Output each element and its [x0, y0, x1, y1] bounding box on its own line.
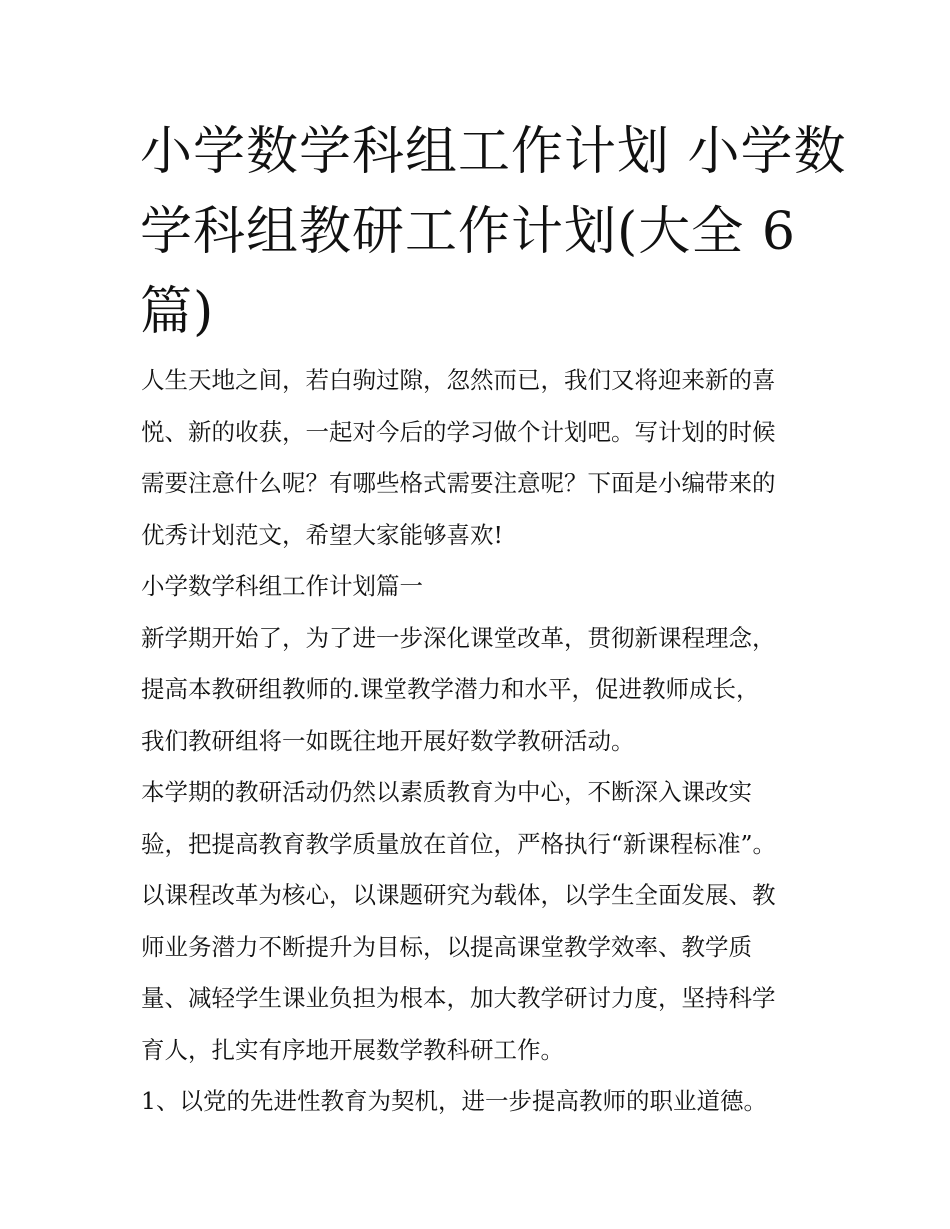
text-line: 师业务潜力不断提升为目标，以提高课堂教学效率、教学质	[141, 932, 752, 961]
text-line: 本学期的教研活动仍然以素质教育为中心，不断深入课改实	[141, 778, 752, 806]
section-heading	[141, 561, 821, 613]
text-line: 验，把提高教育教学质量放在首位，严格执行“新课程标准”。	[141, 829, 777, 858]
text-line: 需要注意什么呢？有哪些格式需要注意呢？下面是小编带来的	[141, 469, 776, 497]
text-line: 新学期开始了，为了进一步深化课堂改革，贯彻新课程理念，	[141, 623, 776, 652]
text-line: 人生天地之间，若白驹过隙，忽然而已，我们又将迎来新的喜	[141, 366, 776, 394]
title-line: 篇)	[140, 282, 215, 342]
document-body	[141, 355, 821, 1128]
list-item-text: 1、以党的先进性教育为契机，进一步提高教师的职业道德。	[141, 1087, 767, 1115]
text-line: 我们教研组将一如既往地开展好数学教研活动。	[141, 726, 635, 755]
text-line: 量、减轻学生课业负担为根本，加大教学研讨力度，坚持科学	[141, 984, 776, 1012]
paragraph-1	[141, 613, 821, 768]
title-line: 学科组教研工作计划(大全 6	[140, 202, 796, 262]
text-line: 以课程改革为核心，以课题研究为载体，以学生全面发展、教	[141, 881, 776, 909]
section-heading-text: 小学数学科组工作计划篇一	[141, 572, 423, 600]
text-line: 优秀计划范文，希望大家能够喜欢!	[141, 520, 503, 549]
intro-paragraph	[141, 355, 821, 561]
text-line: 育人，扎实有序地开展数学教科研工作。	[141, 1035, 564, 1064]
text-line: 悦、新的收获，一起对今后的学习做个计划吧。写计划的时候	[141, 417, 776, 446]
list-item-1	[141, 1076, 821, 1128]
title-line: 小学数学科组工作计划 小学数	[140, 122, 847, 182]
paragraph-2	[141, 767, 821, 1076]
document-title	[140, 112, 847, 352]
text-line: 提高本教研组教师的.课堂教学潜力和水平，促进教师成长，	[141, 675, 760, 703]
